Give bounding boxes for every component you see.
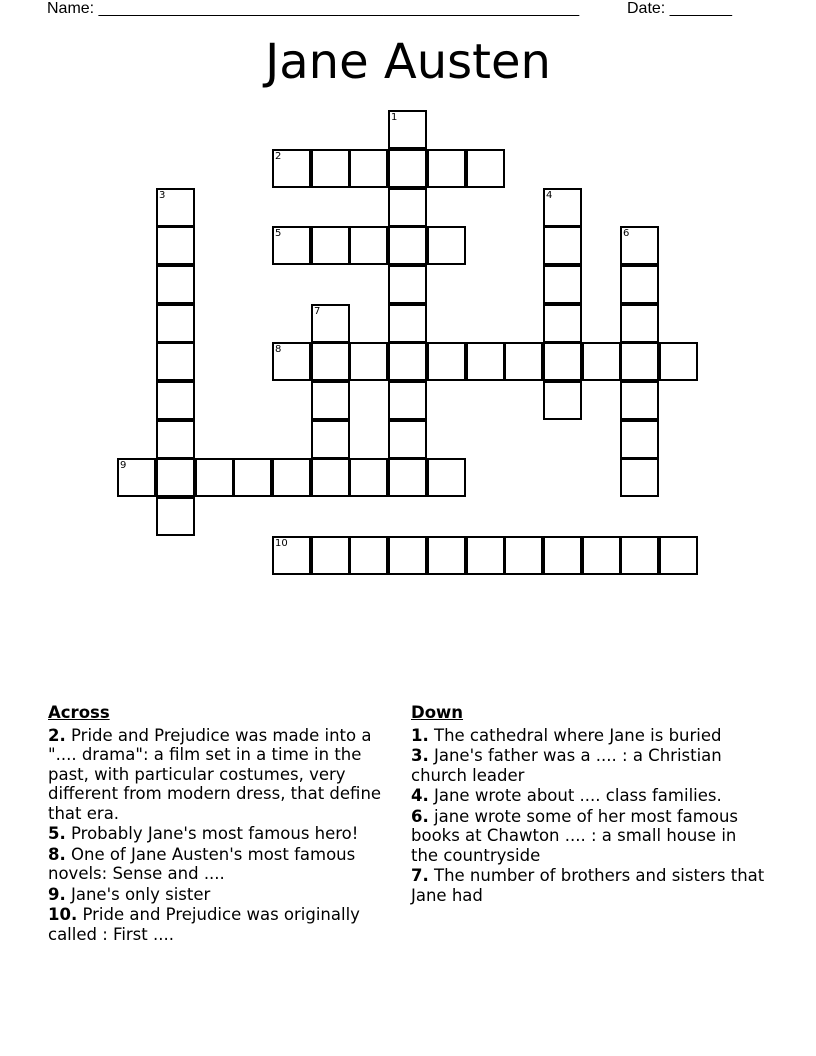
- clue-item-number: 9.: [48, 884, 66, 904]
- crossword-cell[interactable]: [543, 342, 582, 381]
- clue-item: [48, 905, 400, 944]
- crossword-cell[interactable]: [504, 536, 543, 575]
- crossword-cell[interactable]: [620, 304, 659, 343]
- clue-number: 9: [120, 460, 127, 471]
- clue-item-text: Jane's father was a .... : a Christian church leader: [411, 746, 722, 785]
- clue-item-text: The cathedral where Jane is buried: [434, 725, 722, 745]
- crossword-cell[interactable]: [620, 226, 659, 265]
- crossword-cell[interactable]: [233, 458, 272, 497]
- clue-item: [411, 807, 766, 866]
- crossword-cell[interactable]: [272, 342, 311, 381]
- crossword-cell[interactable]: [349, 149, 388, 188]
- clue-item-text: Pride and Prejudice was originally called : First ....: [48, 905, 360, 944]
- crossword-cell[interactable]: [156, 265, 195, 304]
- clue-item: [48, 824, 400, 844]
- crossword-cell[interactable]: [272, 536, 311, 575]
- crossword-cell[interactable]: [311, 458, 350, 497]
- crossword-cell[interactable]: [388, 265, 427, 304]
- crossword-cell[interactable]: [311, 420, 350, 459]
- across-clues: [48, 703, 400, 945]
- clue-item-text: Jane wrote about .... class families.: [434, 786, 722, 805]
- clue-item-number: 2.: [48, 725, 66, 745]
- crossword-cell[interactable]: [117, 458, 156, 497]
- clue-item: [411, 746, 766, 785]
- clue-item-number: 4.: [411, 786, 429, 805]
- clue-item: [48, 885, 400, 905]
- clue-item: [411, 726, 766, 746]
- clue-item: [48, 726, 400, 824]
- crossword-cell[interactable]: [582, 342, 621, 381]
- crossword-cell[interactable]: [272, 226, 311, 265]
- crossword-cell[interactable]: [156, 381, 195, 420]
- crossword-cell[interactable]: [388, 304, 427, 343]
- clue-item-number: 1.: [411, 725, 429, 745]
- crossword-cell[interactable]: [311, 342, 350, 381]
- clue-number: 5: [275, 228, 282, 239]
- crossword-cell[interactable]: [543, 265, 582, 304]
- crossword-cell[interactable]: [543, 536, 582, 575]
- crossword-cell[interactable]: [543, 226, 582, 265]
- crossword-cell[interactable]: [311, 381, 350, 420]
- crossword-cell[interactable]: [388, 420, 427, 459]
- crossword-cell[interactable]: [620, 536, 659, 575]
- crossword-cell[interactable]: [582, 536, 621, 575]
- crossword-cell[interactable]: [620, 381, 659, 420]
- crossword-cell[interactable]: [427, 149, 466, 188]
- crossword-cell[interactable]: [388, 342, 427, 381]
- clue-item-number: 10.: [48, 905, 78, 924]
- crossword-cell[interactable]: [195, 458, 234, 497]
- clue-number: 6: [623, 228, 630, 239]
- clue-item-number: 3.: [411, 746, 429, 765]
- clue-item-text: One of Jane Austen's most famous novels: Sense and ....: [48, 844, 356, 883]
- crossword-cell[interactable]: [543, 188, 582, 227]
- crossword-cell[interactable]: [620, 420, 659, 459]
- date-field[interactable]: Date: _______: [627, 0, 732, 17]
- clue-number: 3: [159, 190, 166, 201]
- clue-item: [411, 866, 766, 905]
- crossword-cell[interactable]: [349, 536, 388, 575]
- crossword-cell[interactable]: [156, 304, 195, 343]
- crossword-cell[interactable]: [311, 226, 350, 265]
- down-clues: [411, 703, 766, 906]
- clue-item: [48, 845, 400, 884]
- down-heading: Down: [411, 703, 464, 722]
- clue-item-text: Jane's only sister: [71, 884, 211, 904]
- crossword-cell[interactable]: [156, 342, 195, 381]
- clue-item-number: 6.: [411, 806, 429, 826]
- crossword-cell[interactable]: [388, 110, 427, 149]
- crossword-cell[interactable]: [543, 304, 582, 343]
- crossword-cell[interactable]: [466, 149, 505, 188]
- crossword-cell[interactable]: [156, 458, 195, 497]
- crossword-cell[interactable]: [388, 381, 427, 420]
- crossword-cell[interactable]: [156, 420, 195, 459]
- clue-item: [411, 786, 766, 806]
- crossword-cell[interactable]: [311, 304, 350, 343]
- clue-number: 2: [275, 151, 282, 162]
- crossword-cell[interactable]: [349, 342, 388, 381]
- crossword-cell[interactable]: [388, 458, 427, 497]
- clue-item-text: Pride and Prejudice was made into a ".... drama": a film set in a time in the past, with particular costumes, very different from modern dress, that define that era.: [48, 725, 382, 823]
- clue-number: 10: [275, 538, 288, 549]
- crossword-cell[interactable]: [427, 458, 466, 497]
- crossword-cell[interactable]: [427, 342, 466, 381]
- clue-item-text: jane wrote some of her most famous books at Chawton .... : a small house in the countryside: [411, 806, 738, 865]
- crossword-cell[interactable]: [504, 342, 543, 381]
- clue-number: 7: [314, 306, 321, 317]
- across-heading: Across: [48, 703, 110, 722]
- crossword-cell[interactable]: [659, 536, 698, 575]
- crossword-cell[interactable]: [156, 226, 195, 265]
- crossword-cell[interactable]: [388, 188, 427, 227]
- crossword-cell[interactable]: [620, 265, 659, 304]
- crossword-cell[interactable]: [156, 188, 195, 227]
- crossword-cell[interactable]: [659, 342, 698, 381]
- clue-item-number: 5.: [48, 824, 66, 843]
- clue-item-text: Probably Jane's most famous hero!: [71, 824, 359, 843]
- crossword-cell[interactable]: [427, 536, 466, 575]
- crossword-cell[interactable]: [427, 226, 466, 265]
- crossword-cell[interactable]: [388, 149, 427, 188]
- crossword-cell[interactable]: [349, 226, 388, 265]
- crossword-cell[interactable]: [620, 342, 659, 381]
- crossword-cell[interactable]: [311, 536, 350, 575]
- clue-item-number: 7.: [411, 866, 429, 885]
- crossword-cell[interactable]: [466, 342, 505, 381]
- clue-item-number: 8.: [48, 844, 66, 864]
- crossword-cell[interactable]: [543, 381, 582, 420]
- crossword-cell[interactable]: [349, 458, 388, 497]
- crossword-cell[interactable]: [272, 149, 311, 188]
- crossword-cell[interactable]: [388, 226, 427, 265]
- crossword-cell[interactable]: [156, 497, 195, 536]
- clue-number: 1: [391, 112, 398, 123]
- name-field[interactable]: Name: ______________________________________________________: [47, 0, 580, 17]
- clue-number: 8: [275, 344, 282, 355]
- clue-item-text: The number of brothers and sisters that Jane had: [411, 866, 765, 905]
- crossword-cell[interactable]: [388, 536, 427, 575]
- crossword-cell[interactable]: [272, 458, 311, 497]
- clue-number: 4: [546, 190, 553, 201]
- crossword-cell[interactable]: [311, 149, 350, 188]
- crossword-cell[interactable]: [620, 458, 659, 497]
- page-title: Jane Austen: [265, 34, 551, 90]
- crossword-cell[interactable]: [466, 536, 505, 575]
